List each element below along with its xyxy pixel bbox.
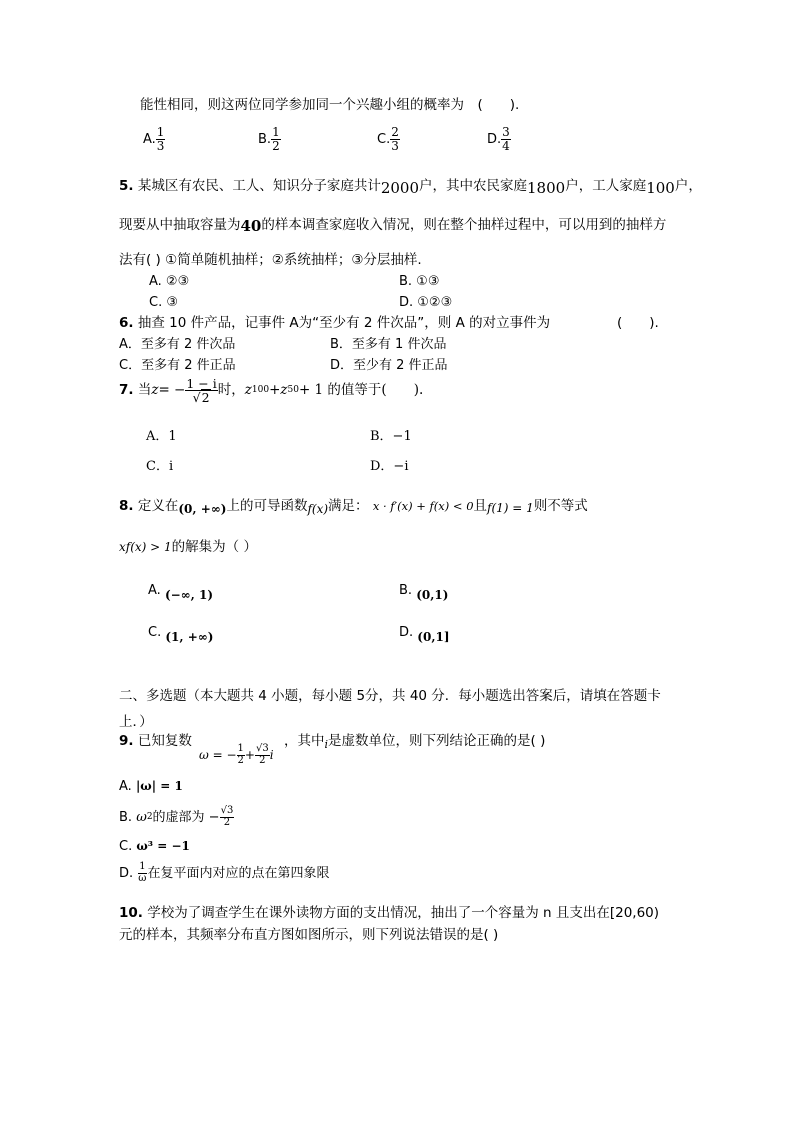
q7-option-c: C．i [146,459,174,474]
q5-option-d: D. ①②③ [399,295,453,310]
q8-option-a-value: (−∞, 1) [164,588,214,602]
q6-option-d: D．至少有 2 件正品 [330,358,448,373]
q7-option-d: D．−i [370,459,409,474]
q9-option-a-value: |ω| = 1 [135,779,183,793]
q8-option-b-value: (0,1) [416,588,449,602]
q5-option-a: A. ②③ [149,274,190,289]
q7-pre: 当 [137,381,152,398]
q9-option-a-label: A. [119,779,132,794]
q8-option-d [399,626,450,643]
q8-t4: 且 [473,498,488,514]
q4-option-d [487,126,511,152]
q8-option-b-label: B. [399,583,413,598]
q8-option-d-value: (0,1] [417,630,450,644]
q4-option-a-label: A. [143,131,156,147]
q9-frac1: $\frac{1}{2}$ [237,743,244,766]
q5-line3: 法有( ) ①简单随机抽样；②系统抽样；③分层抽样. [119,252,422,268]
q7-fraction [185,377,217,404]
q9-option-c [119,840,190,853]
q8-line1 [119,500,588,515]
q6-stem [119,317,550,331]
q10-line2: 元的样本，其频率分布直方图如图所示，则下列说法错误的是( ) [119,927,499,943]
q4-option-a [143,126,165,152]
q6-stem-text: 抽查 10 件产品，记事件 A为“至少有 2 件次品”，则 A 的对立事件为 [137,315,551,331]
q9-option-b-omega: ω [136,809,147,825]
q8-interval: (0, +∞) [178,502,227,516]
q6-paren: ( ). [617,315,659,331]
q8-condition: x · f′(x) + f(x) < 0 [372,499,474,513]
q8-option-d-label: D. [399,625,414,640]
q5-text-c: 户，工人家庭 [565,178,647,194]
q4-stem-tail: 能性相同，则这两位同学参加同一个兴趣小组的概率为 ( ). [140,97,520,113]
q7-exp2: 50 [287,385,299,396]
q8-t2: 上的可导函数 [226,498,308,514]
q9-option-d [119,862,329,884]
q9-option-d-label: D. [119,865,134,881]
q5-text-f: 的样本调查家庭收入情况，则在整个抽样过程中，可以用到的抽样方 [261,217,667,233]
q7-option-b: B．−1 [370,429,412,444]
q4-option-b-label: B. [258,131,272,147]
q8-t3: 满足： [328,498,369,514]
q4-option-c-fraction: $\frac{2}{3}$ [391,125,399,153]
q8-number: 8. [119,498,134,514]
q9-plus: + [244,748,255,762]
q5-total: 2000 [380,179,420,197]
section2-heading-line1: 二、多选题（本大题共 4 小题，每小题 5分，共 40 分．每小题选出答案后，请填在答题卡 [119,688,661,704]
q4-option-b-fraction: $\frac{1}{2}$ [272,125,280,153]
q5-text-d: 户， [674,178,702,194]
q6-option-c: C．至多有 2 件正品 [119,358,236,373]
q4-option-d-label: D. [487,131,502,147]
q6-option-a: A．至多有 2 件次品 [119,337,236,352]
q9-t3: 是虚数单位，则下列结论正确的是( ) [328,733,546,749]
q5-farmer: 1800 [527,179,566,197]
q9-option-b-text: 的虚部为 − [152,809,220,825]
q7-z2: z [280,381,288,398]
q9-frac2: $\frac{√3}{2}$ [255,743,269,766]
q7-frac-den: √2 [192,390,210,406]
q8-option-c [148,626,213,643]
q7-plus2: + 1 的值等于( ). [298,381,424,398]
q7-stem [119,377,423,404]
q5-sample: 40 [240,217,262,235]
q4-option-c-label: C. [377,131,391,147]
q7-z1: z [244,381,252,398]
q8-option-c-label: C. [148,625,162,640]
q7-z: z [151,381,159,398]
q7-eq: = − [158,381,186,398]
q5-worker: 100 [646,179,675,197]
q8-t5: 则不等式 [533,498,588,514]
q7-option-a: A．1 [146,429,177,444]
q9-option-a [119,780,183,793]
q9-i-unit: i [324,738,329,751]
q8-fx: f(x) [307,502,329,516]
q9-option-c-label: C. [119,839,133,854]
q8-option-b [399,584,448,601]
q9-option-b-frac: $\frac{√3}{2}$ [220,805,234,828]
q5-text-e: 现要从中抽取容量为 [119,217,241,233]
q7-plus1: + [269,381,281,398]
q6-option-b: B．至多有 1 件次品 [330,337,447,352]
q5-line1 [119,180,702,196]
q10-text1: 学校为了调查学生在课外读物方面的支出情况，抽出了一个容量为 n 且支出在[20,60) [147,905,660,921]
q7-number: 7. [119,381,134,398]
q5-text-a: 某城区有农民、工人、知识分子家庭共计 [137,178,381,194]
q7-post: 时， [217,381,245,398]
q9-option-d-text: 在复平面内对应的点在第四象限 [147,865,330,881]
q9-i: i [269,748,274,762]
q9-omega-formula [199,744,274,766]
q10-line1 [119,907,659,921]
q4-option-b [258,126,281,152]
q8-line2 [119,541,257,555]
q9-option-b [119,806,234,828]
q9-option-d-frac: $\frac{1}{\omega}$ [138,861,147,884]
q5-option-b: B. ①③ [399,274,440,289]
q8-option-a [148,584,213,601]
q6-number: 6. [119,315,134,331]
q8-condition2: f(1) = 1 [487,501,534,515]
q9-t1: 已知复数 [137,733,192,749]
q9-stem-b [284,735,545,750]
q5-line2 [119,219,666,234]
q5-number: 5. [119,178,134,194]
q7-frac-num: 1 − i [186,376,217,391]
q7-exp1: 100 [251,385,270,396]
q9-t2: ，其中 [284,733,325,749]
q4-option-d-fraction: $\frac{3}{4}$ [502,125,510,153]
q4-option-a-fraction: $\frac{1}{3}$ [156,125,165,153]
q8-inequality: xf(x) > 1 [119,540,172,554]
q5-option-c: C. ③ [149,295,178,310]
q5-text-b: 户，其中农民家庭 [419,178,528,194]
q9-option-c-value: ω³ = −1 [136,839,190,853]
q8-t6: 的解集为（ ） [171,539,257,555]
section2-heading-line2: 上．） [119,714,153,730]
q9-omega-eq: ω = − [199,748,237,762]
q8-option-c-value: (1, +∞) [165,630,214,644]
q10-number: 10. [119,905,143,921]
q9-number: 9. [119,733,134,749]
q8-option-a-label: A. [148,583,161,598]
q9-stem-a [119,735,192,749]
q4-option-c [377,126,400,152]
q8-t1: 定义在 [137,498,179,514]
q9-option-b-label: B. [119,809,133,825]
q9-option-b-sup: 2 [146,811,153,822]
